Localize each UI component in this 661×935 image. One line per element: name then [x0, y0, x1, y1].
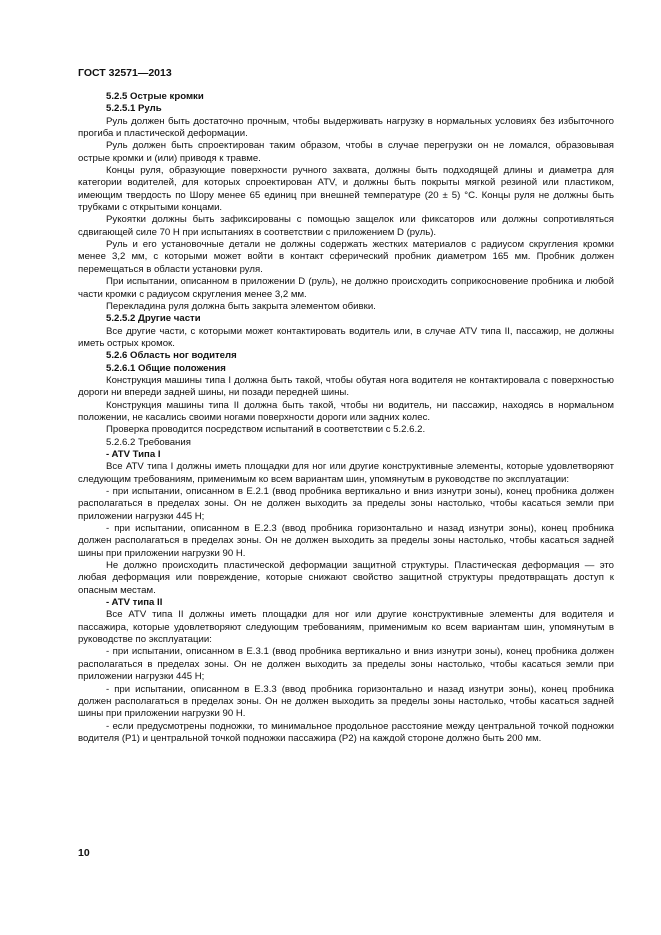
paragraph: - при испытании, описанном в Е.2.3 (ввод пробника горизонтально и назад изнутри зоны), конец пробника должен располагаться в пределах зоны. Он не должен выходить за пределы зоны настолько, чтобы касаться задней шины при приложении нагрузки 90 Н.	[78, 523, 614, 559]
paragraph: Конструкция машины типа I должна быть такой, чтобы обутая нога водителя не контактировала с поверхностью дороги ни впереди задней шины, ни позади передней шины.	[78, 374, 614, 399]
paragraph: Проверка проводится посредством испытаний в соответствии с 5.2.6.2.	[106, 424, 426, 436]
paragraph: - при испытании, описанном в Е.3.3 (ввод пробника горизонтально и назад изнутри зоны), конец пробника должен располагаться в пределах зоны. Он не должен выходить за пределы зоны настолько, чтобы касаться задней шины при приложении нагрузки 90 Н.	[78, 683, 614, 720]
paragraph: Все ATV типа I должны иметь площадки для ног или другие конструктивные элементы, которые удовлетворяют следующим требованиям, применимым ко всем вариантам шин, упомянутым в руководстве по эксплуатации:	[78, 461, 614, 485]
paragraph: Конструкция машины типа II должна быть такой, чтобы ни водитель, ни пассажир, находясь в нормальном положении, не касались своими ногами поверхности дороги или задних колес.	[78, 399, 614, 423]
paragraph: Концы руля, образующие поверхности ручного захвата, должны быть подходящей длины и диаметра для категории водителей, для которых спроектирован ATV, и должны быть покрыты мягкой резиной или пластиком, имеющим твердость по Шору менее 65 единиц при внешней температуре (20 ± 5) °С. Концы руля не должны быть трубками с открытыми концами.	[78, 165, 614, 214]
paragraph: Руль должен быть достаточно прочным, чтобы выдерживать нагрузку в нормальных условиях без избыточного прогиба и пластической деформации.	[78, 115, 614, 140]
paragraph: Все ATV типа II должны иметь площадки для ног или другие конструктивные элементы для водителя и пассажира, которые удовлетворяют следующим требованиям, применимым ко всем вариантам шин, упомянутым в руководстве по эксплуатации:	[78, 609, 614, 646]
paragraph: Все другие части, с которыми может контактировать водитель или, в случае ATV типа II, пассажир, не должны иметь острых кромок.	[78, 325, 614, 349]
section-heading: 5.2.5.2 Другие части	[106, 313, 201, 325]
section-heading: 5.2.6.1 Общие положения	[106, 362, 226, 374]
paragraph: Руль должен быть спроектирован таким образом, чтобы в случае перегрузки он не ломался, образовывая острые кромки и (или) приводя к травме.	[78, 140, 614, 164]
paragraph: Рукоятки должны быть зафиксированы с помощью защелок или фиксаторов или должны сопротивляться сдвигающей силе 70 Н при испытаниях в соответствии с приложением D (руль).	[78, 214, 614, 238]
paragraph: - при испытании, описанном в Е.2.1 (ввод пробника вертикально и вниз изнутри зоны), конец пробника должен располагаться в пределах зоны. Он не должен выходить за пределы зоны настолько, чтобы касаться земли при приложении нагрузки 445 Н;	[78, 486, 614, 522]
paragraph: - при испытании, описанном в Е.3.1 (ввод пробника вертикально и вниз изнутри зоны), конец пробника должен располагаться в пределах зоны. Он не должен выходить за пределы зоны настолько, чтобы касаться земли при приложении нагрузки 445 Н;	[78, 646, 614, 683]
section-heading: - ATV Типа I	[106, 448, 161, 460]
paragraph: Перекладина руля должна быть закрыта элементом обивки.	[106, 300, 376, 312]
paragraph: При испытании, описанном в приложении D (руль), не должно происходить соприкосновение пробника и любой части кромки с радиусом скругления менее 3,2 мм.	[78, 276, 614, 300]
paragraph: Не должно происходить пластической деформации защитной структуры. Пластическая деформация — это любая деформация или повреждение, которые снижают свойство защитной структуры предотвращать доступ к опасным местам.	[78, 560, 614, 596]
section-heading: - ATV типа II	[106, 597, 163, 609]
paragraph: Руль и его установочные детали не должны содержать жестких материалов с радиусом скругления кромки менее 3,2 мм, с которыми может войти в контакт сферический пробник диаметром 165 мм. Пробник должен перемещаться в области установки руля.	[78, 239, 614, 275]
section-heading: 5.2.6 Область ног водителя	[106, 350, 237, 362]
section-subheading: 5.2.6.2 Требования	[106, 436, 191, 448]
paragraph: - если предусмотрены подножки, то минимальное продольное расстояние между центральной точкой подножки водителя (Р1) и центральной точкой подножки пассажира (Р2) на каждой стороне должно быть 200 мм.	[78, 720, 614, 744]
document-header: ГОСТ 32571—2013	[78, 67, 172, 79]
page-number: 10	[78, 847, 90, 859]
document-body	[78, 91, 614, 745]
section-heading: 5.2.5.1 Руль	[106, 103, 162, 115]
section-heading: 5.2.5 Острые кромки	[106, 91, 204, 102]
